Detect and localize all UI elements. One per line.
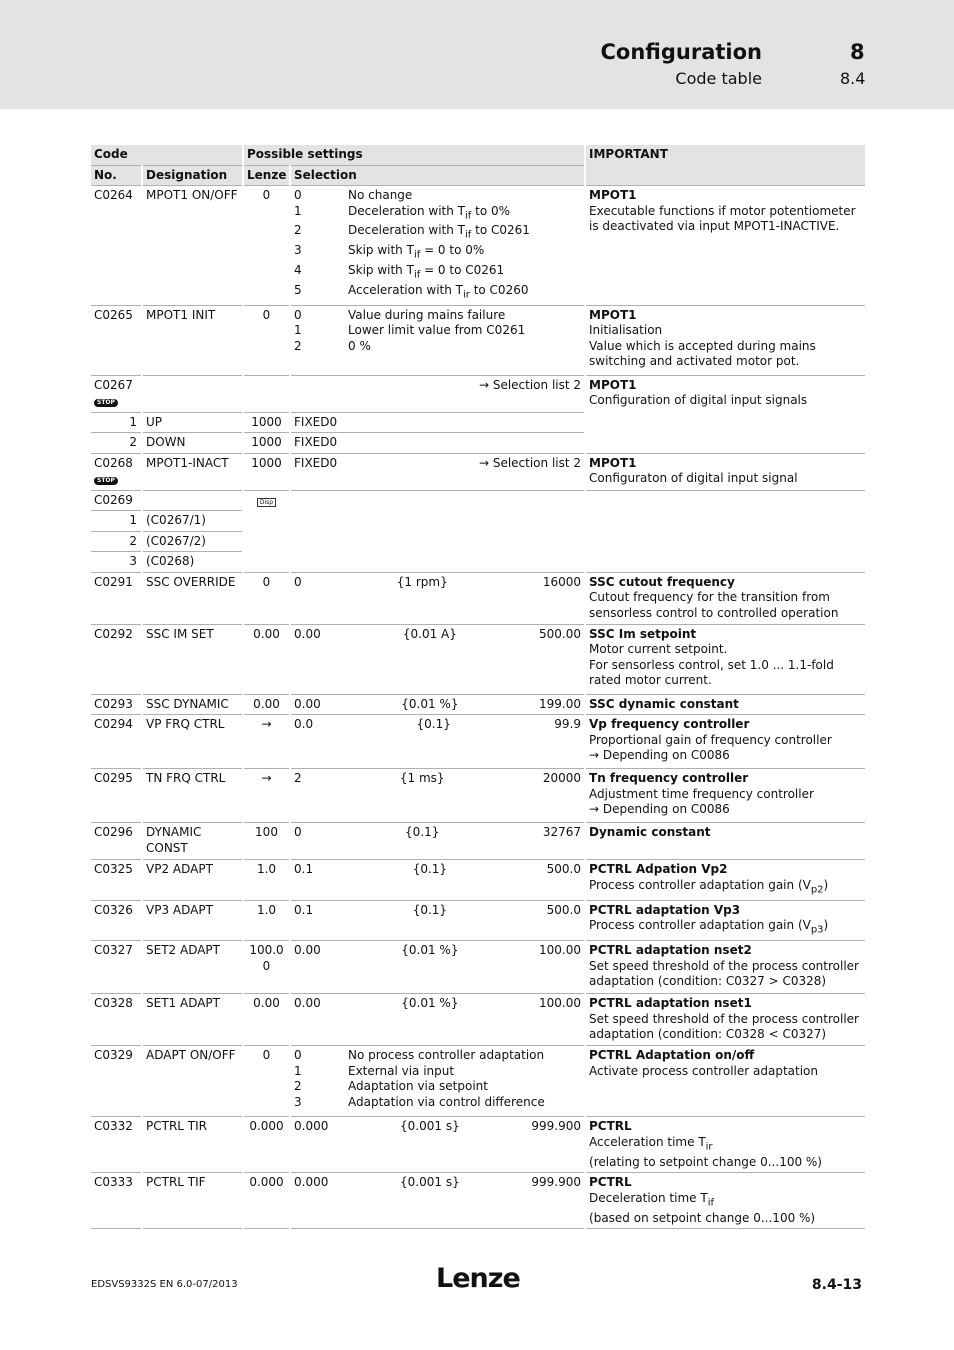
head-designation: Designation <box>142 165 243 186</box>
code-important <box>585 375 865 453</box>
subcode-index: 2 <box>91 433 142 454</box>
table-row <box>91 1117 865 1173</box>
code-selection: 0.000 {0.001 s} 999.900 <box>290 1173 585 1229</box>
code-selection: 0.00 {0.01 A} 500.00 <box>290 624 585 694</box>
head-lenze: Lenze <box>243 165 290 186</box>
code-no: C0329 <box>91 1046 142 1117</box>
code-important: SSC Im setpoint Motor current setpoint. For sensorless control, set 1.0 ... 1.1-fold rated motor current. <box>585 624 865 694</box>
code-important <box>585 186 865 306</box>
head-possible-settings: Possible settings <box>243 145 585 165</box>
code-designation: PCTRL TIF <box>142 1173 243 1229</box>
sel-label: Skip with $T_{if} = 0$ to C0261 <box>348 263 505 281</box>
code-selection: 0.000 {0.001 s} 999.900 <box>290 1117 585 1173</box>
code-designation: SSC IM SET <box>142 624 243 694</box>
code-designation: PCTRL TIR <box>142 1117 243 1173</box>
head-code: Code <box>91 145 243 165</box>
code-lenze <box>243 490 290 572</box>
code-designation: SSC DYNAMIC <box>142 694 243 715</box>
table-row <box>91 769 865 823</box>
code-selection: 0 {0.1} 32767 <box>290 823 585 860</box>
code-no: C0326 <box>91 900 142 940</box>
code-lenze: 1.0 <box>243 860 290 900</box>
table-row <box>91 941 865 994</box>
code-no: C0294 <box>91 715 142 769</box>
table-row <box>91 186 865 306</box>
code-no: C0291 <box>91 572 142 624</box>
code-no: C0267 STOP <box>91 375 142 412</box>
table-row <box>91 715 865 769</box>
code-important: PCTRL Adpation Vp2 Process controller adaptation gain $(V_{p2})$ <box>585 860 865 900</box>
code-designation: ADAPT ON/OFF <box>142 1046 243 1117</box>
code-important: Dynamic constant <box>585 823 865 860</box>
important-text: Initialisation Value which is accepted during mains switching and activated motor pot. <box>589 323 816 369</box>
subcode-index: 1 <box>91 412 142 433</box>
code-lenze: 0 <box>243 572 290 624</box>
stop-icon: STOP <box>94 477 118 485</box>
code-lenze: 0 <box>243 305 290 375</box>
code-selection: 2 {1 ms} 20000 <box>290 769 585 823</box>
code-important <box>585 305 865 375</box>
code-designation: MPOT1 INIT <box>142 305 243 375</box>
code-lenze: 0 <box>243 186 290 306</box>
code-no: C0264 <box>91 186 142 306</box>
code-no: C0293 <box>91 694 142 715</box>
code-lenze: 1.0 <box>243 900 290 940</box>
important-title: MPOT1 <box>589 188 637 202</box>
lenze-logo-icon: Lenze <box>436 1263 520 1294</box>
code-no: C0328 <box>91 994 142 1046</box>
code-lenze: 1000 <box>243 433 290 454</box>
code-designation: SET1 ADAPT <box>142 994 243 1046</box>
code-designation: DYNAMIC CONST <box>142 823 243 860</box>
code-selection: 0.1 {0.1} 500.0 <box>290 900 585 940</box>
sel-value: 2 <box>294 338 302 353</box>
page-header <box>0 0 954 109</box>
subcode-index: 1 <box>91 511 142 532</box>
sel-label: Skip with $T_{if} = 0$ to 0% <box>348 243 485 261</box>
chapter-number: 8 <box>850 40 865 64</box>
table-head-row-1 <box>91 145 865 165</box>
table-row <box>91 994 865 1046</box>
code-important: PCTRL Acceleration time $T_{ir}$ (relating to setpoint change 0...100 %) <box>585 1117 865 1173</box>
section-title: Code table <box>675 69 762 88</box>
code-no: C0296 <box>91 823 142 860</box>
code-no: C0269 <box>91 490 142 511</box>
code-important <box>585 453 865 490</box>
code-designation: MPOT1-INACT <box>142 453 243 490</box>
code-designation: MPOT1 ON/OFF <box>142 186 243 306</box>
table-row <box>91 860 865 900</box>
code-table <box>91 145 865 1229</box>
code-selection: 0.1 {0.1} 500.0 <box>290 860 585 900</box>
code-selection: 0.00 {0.01 %} 199.00 <box>290 694 585 715</box>
table-row <box>91 900 865 940</box>
code-selection: 0.0 {0.1} 99.9 <box>290 715 585 769</box>
table-row <box>91 624 865 694</box>
head-important: IMPORTANT <box>585 145 865 186</box>
sel-value: 2 <box>294 223 302 238</box>
code-no: C0333 <box>91 1173 142 1229</box>
page-number: 8.4-13 <box>811 1277 862 1293</box>
code-designation: VP2 ADAPT <box>142 860 243 900</box>
code-selection: FIXED0 <box>290 412 585 433</box>
code-lenze: 0.000 <box>243 1117 290 1173</box>
code-selection <box>290 305 585 375</box>
section-number: 8.4 <box>840 69 866 88</box>
code-designation: (C0267/2) <box>142 531 243 552</box>
subcode-index: 2 <box>91 531 142 552</box>
table-row <box>91 572 865 624</box>
code-selection: FIXED0 <box>290 433 585 454</box>
sel-value: 3 <box>294 243 302 258</box>
sel-label: Deceleration with $T_{if}$ to C0261 <box>348 223 530 241</box>
display-only-icon: Disp <box>257 498 276 507</box>
stop-icon: STOP <box>94 399 118 407</box>
table-row <box>91 375 865 412</box>
head-no: No. <box>91 165 142 186</box>
code-selection <box>290 186 585 306</box>
sel-label: Deceleration with $T_{if}$ to 0% <box>348 203 511 221</box>
code-important: Tn frequency controller Adjustment time frequency controller → Depending on C0086 <box>585 769 865 823</box>
code-no: C0327 <box>91 941 142 994</box>
sel-value: 5 <box>294 283 302 298</box>
code-selection: 0 No process controller adaptation 1 External via input 2 Adaptation via setpoint 3 Adaptation via control difference <box>290 1046 585 1117</box>
chapter-title: Configuration <box>600 40 762 64</box>
sel-label: Acceleration with $T_{ir}$ to C0260 <box>348 283 529 301</box>
code-important: SSC dynamic constant <box>585 694 865 715</box>
table-row <box>91 823 865 860</box>
table-row <box>91 1173 865 1229</box>
code-designation: VP FRQ CTRL <box>142 715 243 769</box>
important-title: MPOT1 <box>589 455 637 470</box>
code-selection: → Selection list 2 <box>290 375 585 412</box>
sel-value: 4 <box>294 263 302 278</box>
table-row <box>91 305 865 375</box>
sel-label: Lower limit value from C0261 <box>348 323 526 338</box>
table-row <box>91 453 865 490</box>
sel-value: 1 <box>294 203 302 218</box>
important-text: Executable functions if motor potentiometer is deactivated via input MPOT1-INACTIVE. <box>589 203 856 233</box>
code-lenze: 0.00 <box>243 624 290 694</box>
sel-label: 0 % <box>348 338 371 353</box>
code-designation: (C0267/1) <box>142 511 243 532</box>
sel-label: Value during mains failure <box>348 307 506 322</box>
code-no: C0325 <box>91 860 142 900</box>
sel-value: 0 <box>294 307 302 322</box>
code-designation: DOWN <box>142 433 243 454</box>
sel-value: 1 <box>294 323 302 338</box>
table-row <box>91 694 865 715</box>
code-important: PCTRL adaptation Vp3 Process controller adaptation gain $(V_{p3})$ <box>585 900 865 940</box>
arrow-icon: → <box>243 769 290 823</box>
code-designation: (C0268) <box>142 552 243 573</box>
code-important: Vp frequency controller Proportional gain of frequency controller → Depending on C0086 <box>585 715 865 769</box>
code-designation: SET2 ADAPT <box>142 941 243 994</box>
arrow-icon: → <box>243 715 290 769</box>
head-selection: Selection <box>290 165 585 186</box>
code-designation: UP <box>142 412 243 433</box>
code-important: PCTRL adaptation nset2 Set speed threshold of the process controller adaptation (condition: C0327 > C0328) <box>585 941 865 994</box>
code-no: C0332 <box>91 1117 142 1173</box>
code-no: C0268 STOP <box>91 453 142 490</box>
important-title: MPOT1 <box>589 307 637 322</box>
code-selection: 0.00 {0.01 %} 100.00 <box>290 994 585 1046</box>
important-title: MPOT1 <box>589 377 637 392</box>
code-important: PCTRL adaptation nset1 Set speed threshold of the process controller adaptation (condition: C0328 < C0327) <box>585 994 865 1046</box>
code-important: SSC cutout frequency Cutout frequency for the transition from sensorless control to controlled operation <box>585 572 865 624</box>
subcode-index: 3 <box>91 552 142 573</box>
sel-value: 0 <box>294 188 302 202</box>
document-id: EDSVS9332S EN 6.0-07/2013 <box>91 1279 238 1290</box>
code-selection: 0.00 {0.01 %} 100.00 <box>290 941 585 994</box>
code-lenze: 100.0 0 <box>243 941 290 994</box>
code-lenze: 100 <box>243 823 290 860</box>
code-no: C0292 <box>91 624 142 694</box>
code-designation: VP3 ADAPT <box>142 900 243 940</box>
code-selection: FIXED0 → Selection list 2 <box>290 453 585 490</box>
code-lenze: 0.00 <box>243 994 290 1046</box>
code-no: C0295 <box>91 769 142 823</box>
code-designation: SSC OVERRIDE <box>142 572 243 624</box>
code-important: PCTRL Deceleration time $T_{if}$ (based on setpoint change 0...100 %) <box>585 1173 865 1229</box>
table-row <box>91 1046 865 1117</box>
code-lenze: 1000 <box>243 453 290 490</box>
code-designation: TN FRQ CTRL <box>142 769 243 823</box>
code-lenze: 1000 <box>243 412 290 433</box>
code-lenze: 0.00 <box>243 694 290 715</box>
code-no: C0265 <box>91 305 142 375</box>
sel-label: No change <box>348 188 413 202</box>
table-row <box>91 490 865 511</box>
important-text: Configuraton of digital input signal <box>589 471 798 486</box>
code-selection: 0 {1 rpm} 16000 <box>290 572 585 624</box>
code-important: PCTRL Adaptation on/off Activate process controller adaptation <box>585 1046 865 1117</box>
code-lenze: 0 <box>243 1046 290 1117</box>
important-text: Configuration of digital input signals <box>589 393 808 408</box>
code-lenze: 0.000 <box>243 1173 290 1229</box>
